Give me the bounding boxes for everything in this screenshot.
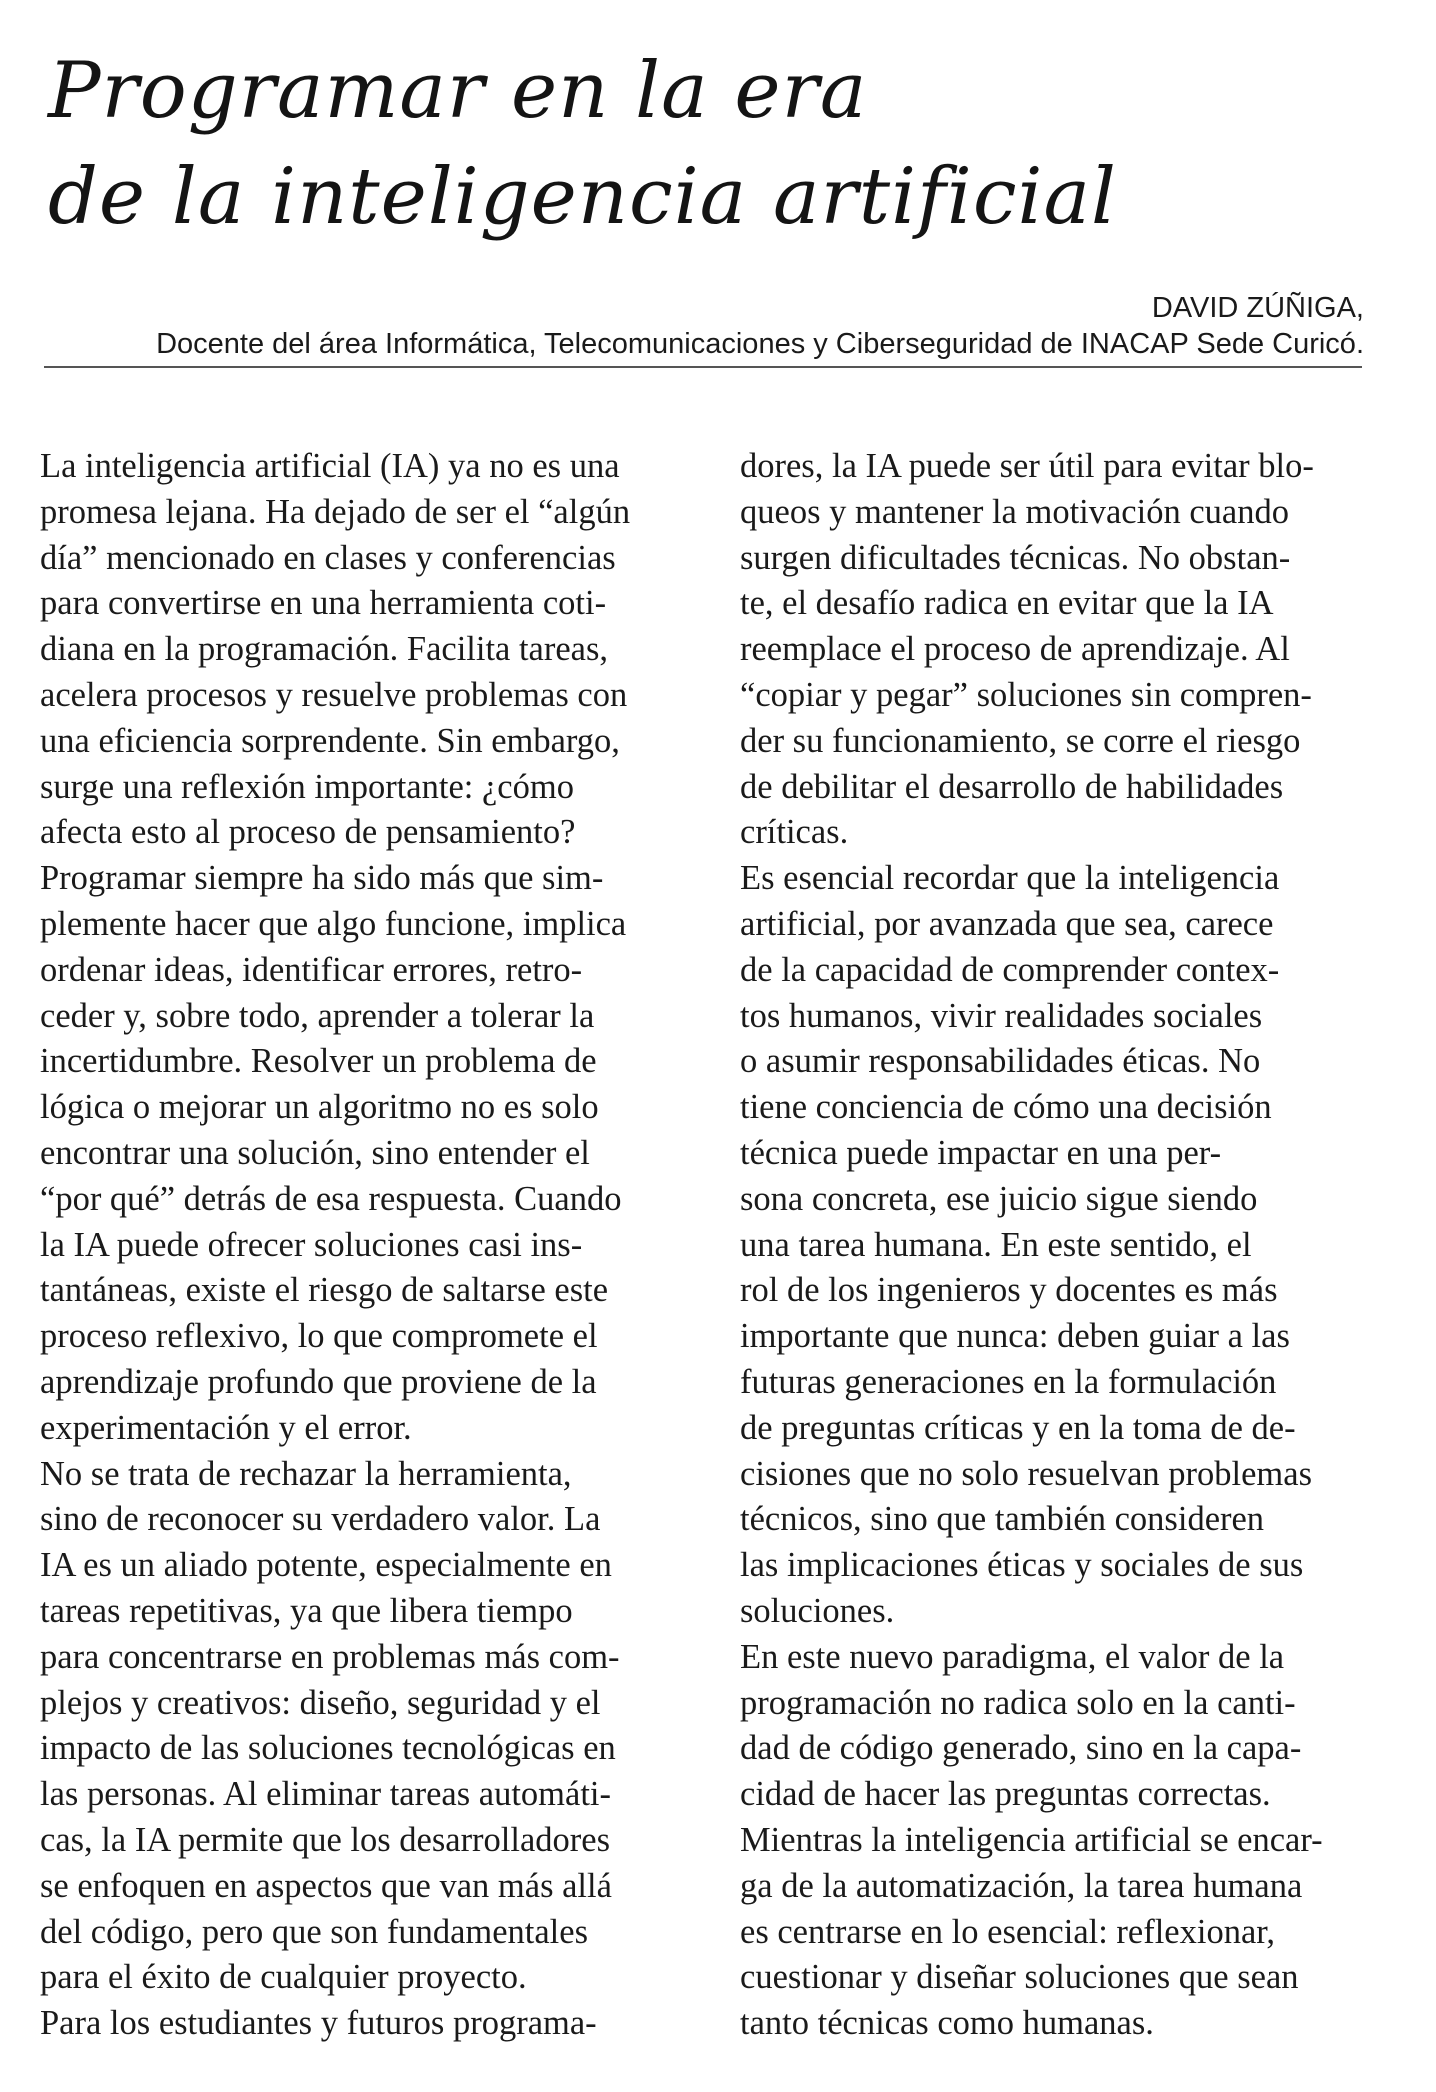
text-line: afecta esto al proceso de pensamiento? [40,813,576,852]
article-title [48,38,1117,250]
text-line: tos humanos, vivir realidades sociales [740,996,1263,1035]
text-line: cuestionar y diseñar soluciones que sean [740,1958,1299,1997]
text-line: artificial, por avanzada que sea, carece [740,904,1274,943]
text-line: tareas repetitivas, ya que libera tiempo [40,1591,573,1630]
text-line: futuras generaciones en la formulación [740,1362,1277,1401]
text-line: acelera procesos y resuelve problemas con [40,675,628,714]
author-name: DAVID ZÚÑIGA, [1151,292,1364,324]
text-line: lógica o mejorar un algoritmo no es solo [40,1088,599,1127]
author-role: Docente del área Informática, Telecomunicaciones y Ciberseguridad de INACAP Sede Curicó. [156,328,1364,360]
text-line: En este nuevo paradigma, el valor de la [740,1637,1285,1676]
text-line: sino de reconocer su verdadero valor. La [40,1500,601,1539]
text-line: sona concreta, ese juicio sigue siendo [740,1179,1258,1218]
text-line: o asumir responsabilidades éticas. No [740,1042,1261,1081]
text-line: de debilitar el desarrollo de habilidades [740,767,1284,806]
text-line: del código, pero que son fundamentales [40,1912,589,1951]
text-line: programación no radica solo en la canti- [740,1683,1296,1722]
text-line: No se trata de rechazar la herramienta, [40,1454,572,1493]
text-line: las personas. Al eliminar tareas automáti- [40,1775,611,1814]
title-line: de la inteligencia artificial [48,152,1117,242]
text-line: Es esencial recordar que la inteligencia [740,859,1280,898]
text-line: promesa lejana. Ha dejado de ser el “algún [40,492,631,531]
text-line: plejos y creativos: diseño, seguridad y el [40,1683,601,1722]
text-line: IA es un aliado potente, especialmente en [40,1546,612,1585]
text-line: “por qué” detrás de esa respuesta. Cuando [40,1179,622,1218]
text-line: Mientras la inteligencia artificial se encar- [740,1820,1323,1859]
text-line: cidad de hacer las preguntas correctas. [740,1775,1271,1814]
text-line: Programar siempre ha sido más que sim- [40,859,604,898]
text-line: soluciones. [740,1591,895,1630]
text-line: tanto técnicas como humanas. [740,2004,1154,2043]
text-line: plemente hacer que algo funcione, implica [40,904,627,943]
text-line: experimentación y el error. [40,1408,412,1447]
title-line: Programar en la era [48,46,868,136]
text-line: proceso reflexivo, lo que compromete el [40,1317,598,1356]
text-line: der su funcionamiento, se corre el riesgo [740,721,1301,760]
text-line: una eficiencia sorprendente. Sin embargo, [40,721,620,760]
text-line: impacto de las soluciones tecnológicas en [40,1729,616,1768]
text-line: reemplace el proceso de aprendizaje. Al [740,630,1290,669]
text-line: día” mencionado en clases y conferencias [40,538,616,577]
byline [156,290,1364,362]
text-line: de la capacidad de comprender contex- [740,950,1280,989]
text-line: cisiones que no solo resuelvan problemas [740,1454,1312,1493]
text-line: para concentrarse en problemas más com- [40,1637,620,1676]
text-line: surgen dificultades técnicas. No obstan- [740,538,1291,577]
text-line: incertidumbre. Resolver un problema de [40,1042,597,1081]
text-line: encontrar una solución, sino entender el [40,1133,590,1172]
text-line: importante que nunca: deben guiar a las [740,1317,1290,1356]
header-divider [44,366,1362,368]
text-line: aprendizaje profundo que proviene de la [40,1362,597,1401]
article-column-left [40,444,720,2047]
text-line: te, el desafío radica en evitar que la IA [740,584,1274,623]
text-line: queos y mantener la motivación cuando [740,492,1289,531]
text-line: de preguntas críticas y en la toma de de- [740,1408,1296,1447]
text-line: técnica puede impactar en una per- [740,1133,1222,1172]
text-line: la IA puede ofrecer soluciones casi ins- [40,1225,583,1264]
text-line: técnicos, sino que también consideren [740,1500,1265,1539]
text-line: críticas. [740,813,849,852]
text-line: las implicaciones éticas y sociales de sus [740,1546,1304,1585]
article-column-right [740,444,1420,2047]
text-line: rol de los ingenieros y docentes es más [740,1271,1278,1310]
text-line: diana en la programación. Facilita tareas, [40,630,609,669]
text-line: ceder y, sobre todo, aprender a tolerar la [40,996,595,1035]
text-line: ga de la automatización, la tarea humana [740,1866,1303,1905]
text-line: para convertirse en una herramienta coti- [40,584,607,623]
text-line: es centrarse en lo esencial: reflexionar, [740,1912,1276,1951]
text-line: dores, la IA puede ser útil para evitar blo- [740,447,1314,485]
text-line: La inteligencia artificial (IA) ya no es una [40,447,620,485]
text-line: una tarea humana. En este sentido, el [740,1225,1252,1264]
text-line: “copiar y pegar” soluciones sin compren- [740,675,1312,714]
text-line: se enfoquen en aspectos que van más allá [40,1866,612,1905]
text-line: surge una reflexión importante: ¿cómo [40,767,574,806]
text-line: dad de código generado, sino en la capa- [740,1729,1302,1768]
text-line: tantáneas, existe el riesgo de saltarse este [40,1271,609,1310]
text-line: ordenar ideas, identificar errores, retro- [40,950,583,989]
text-line: Para los estudiantes y futuros programa- [40,2004,597,2043]
text-line: para el éxito de cualquier proyecto. [40,1958,527,1997]
text-line: tiene conciencia de cómo una decisión [740,1088,1272,1127]
text-line: cas, la IA permite que los desarrolladores [40,1820,611,1859]
